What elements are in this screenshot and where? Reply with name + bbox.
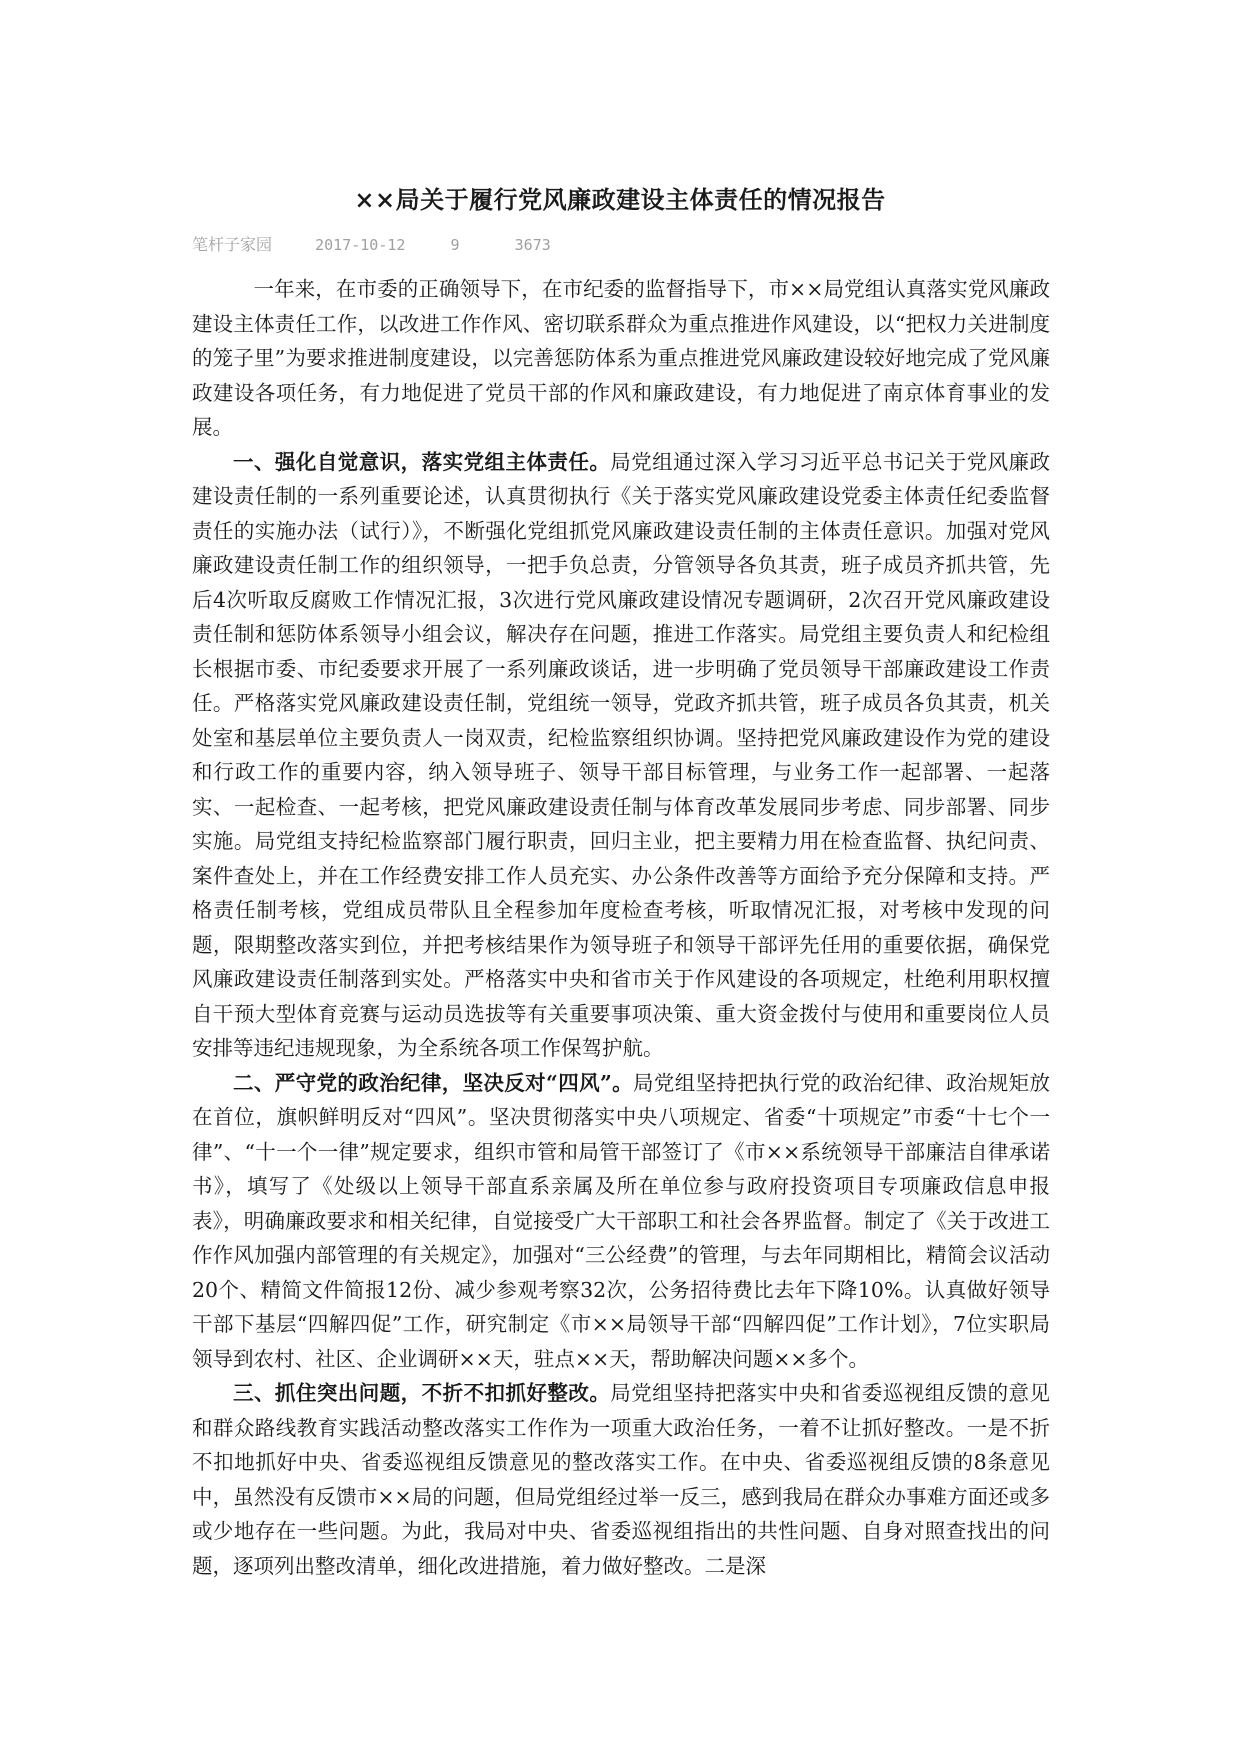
section-paragraph-3 (192, 1376, 1050, 1583)
section-text-3: 局党组坚持把落实中央和省委巡视组反馈的意见和群众路线教育实践活动整改落实工作作为一项重大政治任务，一着不让抓好整改。一是不折不扣地抓好中央、省委巡视组反馈意见的整改落实工作。在中央、省委巡视组反馈的8条意见中，虽然没有反馈市××局的问题，但局党组经过举一反三，感到我局在群众办事难方面还或多或少地存在一些问题。为此，我局对中央、省委巡视组指出的共性问题、自身对照查找出的问题，逐项列出整改清单，细化改进措施，着力做好整改。二是深 (192, 1381, 1051, 1578)
paragraph-text: 一年来，在市委的正确领导下，在市纪委的监督指导下，市××局党组认真落实党风廉政建设主体责任工作，以改进工作作风、密切联系群众为重点推进作风建设，以“把权力关进制度的笼子里”为要求推进制度建设，以完善惩防体系为重点推进党风廉政建设较好地完成了党风廉政建设各项任务，有力地促进了党员干部的作风和廉政建设，有力地促进了南京体育事业的发展。 (192, 277, 1050, 439)
section-text-1: 局党组通过深入学习习近平总书记关于党风廉政建设责任制的一系列重要论述，认真贯彻执行《关于落实党风廉政建设党委主体责任纪委监督责任的实施办法（试行）》，不断强化党组抓党风廉政建设责任制的主体责任意识。加强对党风廉政建设责任制工作的组织领导，一把手负总责，分管领导各负其责，班子成员齐抓共管，先后4次听取反腐败工作情况汇报，3次进行党风廉政建设情况专题调研，2次召开党风廉政建设责任制和惩防体系领导小组会议，解决存在问题，推进工作落实。局党组主要负责人和纪检组长根据市委、市纪委要求开展了一系列廉政谈话，进一步明确了党员领导干部廉政建设工作责任。严格落实党风廉政建设责任制，党组统一领导，党政齐抓共管，班子成员各负其责，机关处室和基层单位主要负责人一岗双责，纪检监察组织协调。坚持把党风廉政建设作为党的建设和行政工作的重要内容，纳入领导班子、领导干部目标管理，与业务工作一起部署、一起落实、一起检查、一起考核，把党风廉政建设责任制与体育改革发展同步考虑、同步部署、同步实施。局党组支持纪检监察部门履行职责，回归主业，把主要精力用在检查监督、执纪问责、案件查处上，并在工作经费安排工作人员充实、办公条件改善等方面给予充分保障和支持。严格责任制考核，党组成员带队且全程参加年度检查考核，听取情况汇报，对考核中发现的问题，限期整改落实到位，并把考核结果作为领导班子和领导干部评先任用的重要依据，确保党风廉政建设责任制落到实处。严格落实中央和省市关于作风建设的各项规定，杜绝利用职权擅自干预大型体育竞赛与运动员选拔等有关重要事项决策、重大资金拨付与使用和重要岗位人员安排等违纪违规现象，为全系统各项工作保驾护航。 (192, 449, 1051, 1060)
section-text-2: 局党组坚持把执行党的政治纪律、政治规矩放在首位，旗帜鲜明反对“四风”。坚决贯彻落实中央八项规定、省委“十项规定”市委“十七个一律”、“十一个一律”规定要求，组织市管和局管干部签订了《市××系统领导干部廉洁自律承诺书》，填写了《处级以上领导干部直系亲属及所在单位参与政府投资项目专项廉政信息申报表》，明确廉政要求和相关纪律，自觉接受广大干部职工和社会各界监督。制定了《关于改进工作作风加强内部管理的有关规定》，加强对“三公经费”的管理，与去年同期相比，精简会议活动20个、精简文件简报12份、减少参观考察32次，公务招待费比去年下降10%。认真做好领导干部下基层“四解四促”工作，研究制定《市××局领导干部“四解四促”工作计划》，7位实职局领导到农村、社区、企业调研××天，驻点××天，帮助解决问题××多个。 (192, 1070, 1051, 1371)
meta-count-2: 3673 (514, 236, 551, 254)
section-paragraph-2 (192, 1066, 1050, 1377)
meta-source[interactable]: 笔杆子家园 (192, 235, 273, 254)
meta-date: 2017-10-12 (315, 236, 406, 254)
section-heading-3: 三、抓住突出问题，不折不扣抓好整改。 (233, 1381, 611, 1405)
section-paragraph-1 (192, 445, 1050, 1066)
document-meta (192, 232, 551, 255)
section-heading-2: 二、严守党的政治纪律，坚决反对“四风”。 (233, 1070, 633, 1095)
document-body (192, 272, 1050, 1583)
intro-paragraph (192, 272, 1050, 445)
section-heading-1: 一、强化自觉意识，落实党组主体责任。 (233, 449, 611, 474)
document-title: ××局关于履行党风廉政建设主体责任的情况报告 (354, 185, 886, 214)
meta-count-1: 9 (450, 236, 460, 254)
